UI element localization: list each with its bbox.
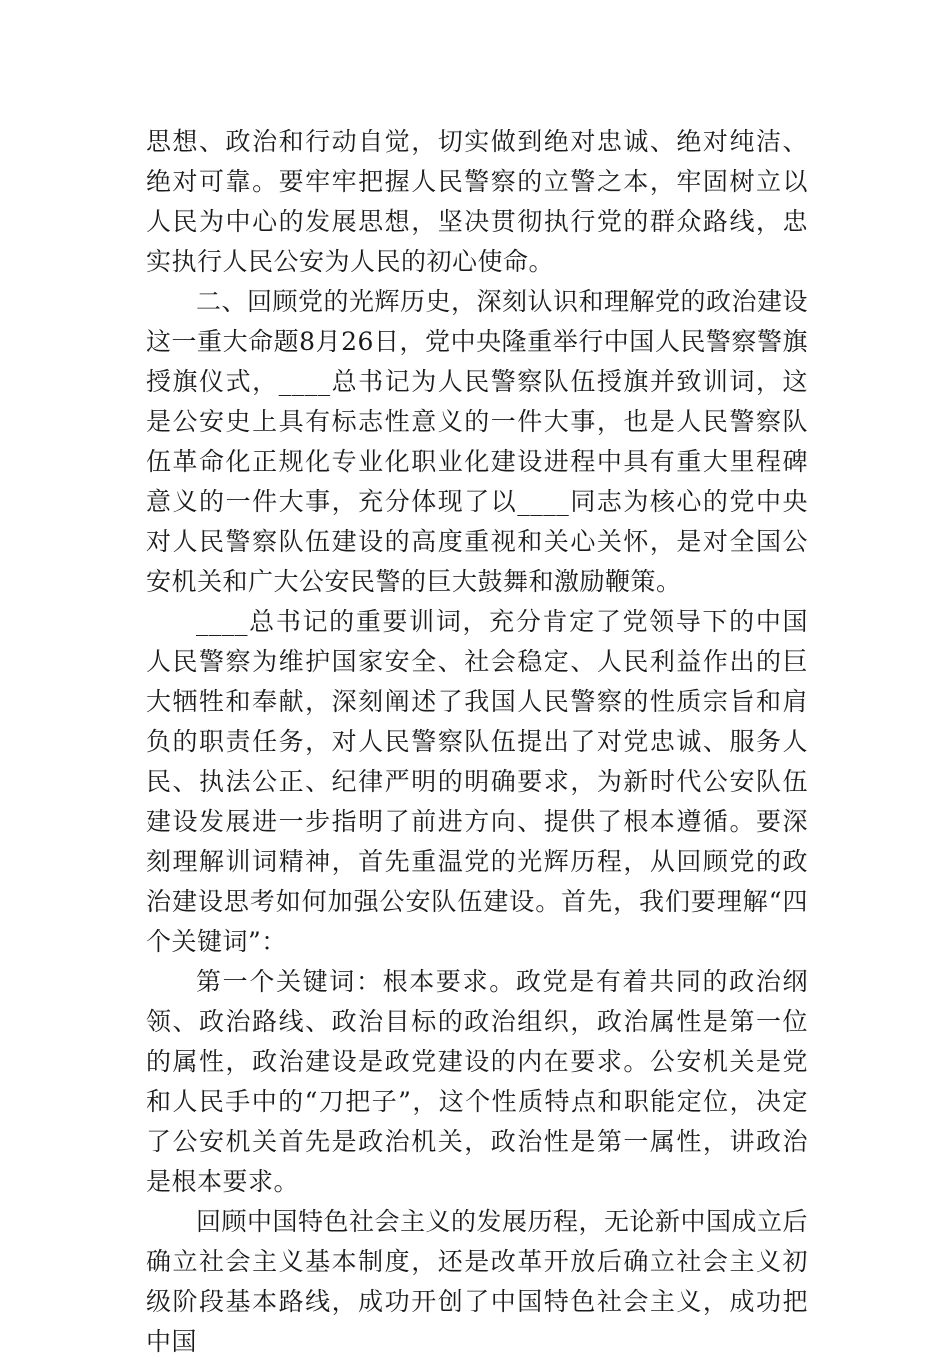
paragraph-5: 回顾中国特色社会主义的发展历程，无论新中国成立后确立社会主义基本制度，还是改革开放后确立社会主义初级阶段基本路线，成功开创了中国特色社会主义，成功把中国 xyxy=(146,1207,809,1356)
paragraph-3: ____总书记的重要训词，充分肯定了党领导下的中国人民警察为维护国家安全、社会稳定、人民利益作出的巨大牺牲和奉献，深刻阐述了我国人民警察的性质宗旨和肩负的职责任务，对人民警察队伍提出了对党忠诚、服务人民、执法公正、纪律严明的明确要求，为新时代公安队伍建设发展进一步指明了前进方向、提供了根本遵循。要深刻理解训词精神，首先重温党的光辉历程，从回顾党的政治建设思考如何加强公安队伍建设。首先，我们要理解“四个关键词”： xyxy=(146,607,808,956)
paragraph-2: 二、回顾党的光辉历史，深刻认识和理解党的政治建设这一重大命题8月26日，党中央隆重举行中国人民警察警旗授旗仪式，____总书记为人民警察队伍授旗并致训词，这是公安史上具有标志性意义的一件大事，也是人民警察队伍革命化正规化专业化职业化建设进程中具有重大里程碑意义的一件大事，充分体现了以____同志为核心的党中央对人民警察队伍建设的高度重视和关心关怀，是对全国公安机关和广大公安民警的巨大鼓舞和激励鞭策。 xyxy=(146,287,809,596)
document-body xyxy=(146,122,808,1362)
paragraph-1: 思想、政治和行动自觉，切实做到绝对忠诚、绝对纯洁、绝对可靠。要牢牢把握人民警察的立警之本，牢固树立以人民为中心的发展思想，坚决贯彻执行党的群众路线，忠实执行人民公安为人民的初心使命。 xyxy=(146,127,808,276)
paragraph-4: 第一个关键词：根本要求。政党是有着共同的政治纲领、政治路线、政治目标的政治组织，政治属性是第一位的属性，政治建设是政党建设的内在要求。公安机关是党和人民手中的“刀把子”，这个性质特点和职能定位，决定了公安机关首先是政治机关，政治性是第一属性，讲政治是根本要求。 xyxy=(146,967,808,1196)
